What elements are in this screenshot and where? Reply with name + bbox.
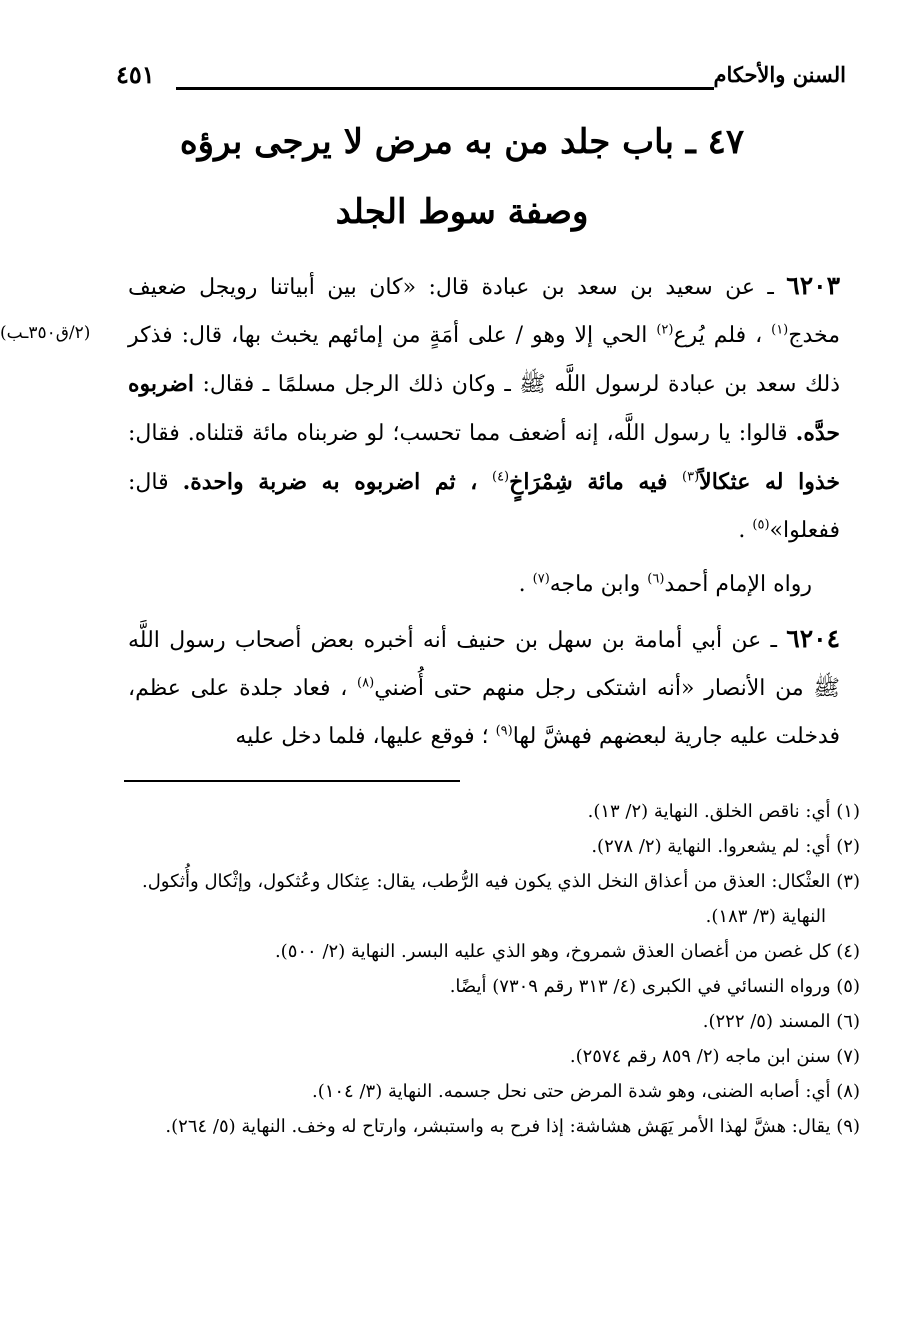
footnote: (٤) كل غصن من أغصان العذق شمروخ، وهو الذي عليه البسر. النهاية (٢/ ٥٠٠). [274,941,860,962]
footnote: (٩) يقال: هشَّ لهذا الأمر يَهَش هشاشة: إذا فرح به واستبشر، وارتاح له وخف. النهاية (٥/ ٢٦٤). [165,1116,860,1137]
text-run: وابن ماجه [549,572,648,597]
main-text [128,262,840,761]
running-header [116,62,846,92]
footnote: (٢) أي: لم يشعروا. النهاية (٢/ ٢٧٨). [591,836,860,857]
text-run: ، فعاد جلدة على عظم، فدخلت عليه جارية لبعضهم فهشَّ لها [128,676,840,749]
footnote-ref: (٣) [682,469,700,485]
text-run: قالوا: يا رسول اللَّه، إنه أضعف مما تحسب؛ لو ضربناه مائة قتلناه. فقال: [128,421,796,446]
page-number: ٤٥١ [116,60,155,89]
header-title: السنن والأحكام [713,62,846,87]
footnote-ref: (٩) [495,723,513,739]
hadith-number: ٦٢٠٣ [786,271,840,300]
header-rule [176,87,714,90]
prophet-speech: فيه مائة شِمْرَاخٍ [509,469,683,495]
text-run: ، فلم يُرع [673,323,772,348]
hadith-paragraph [128,262,840,555]
chapter-title-line1: ٤٧ ـ باب جلد من به مرض لا يرجى برؤه [179,122,745,162]
text-run: ـ عن أبي أمامة بن سهل بن حنيف أنه أخبره بعض أصحاب رسول اللَّه ﷺ من الأنصار «أنه اشتكى رجل منهم حتى أُضني [128,628,840,701]
prophet-speech: ، ثم اضربوه به ضربة واحدة. [182,469,492,495]
footnote: (٦) المسند (٥/ ٢٢٢). [702,1011,860,1032]
text-run: . [738,518,753,543]
footnote-ref: (٢) [656,322,674,338]
text-run: . [518,572,533,597]
prophet-speech: خذوا له عثكالاً [699,469,840,495]
narration-paragraph [128,561,840,609]
text-run: الحي إلا وهو / على أمَةٍ من إمائهم يخبث بها، قال: فذكر ذلك سعد بن عبادة لرسول اللَّه ﷺ ـ وكان ذلك الرجل مسلمًا ـ فقال: [128,323,840,397]
hadith-paragraph [128,615,840,761]
footnote-ref: (٥) [752,517,770,533]
footnote-ref: (٤) [491,469,510,485]
footnote-ref: (١) [771,322,789,338]
footnote: (٥) ورواه النسائي في الكبرى (٤/ ٣١٣ رقم ٧٣٠٩) أيضًا. [449,976,860,997]
text-run: ؛ فوقع عليها، فلما دخل عليه [235,724,496,749]
chapter-title-line2: وصفة سوط الجلد [335,192,589,232]
footnote: (٣) العثْكال: العذق من أعذاق النخل الذي يكون فيه الرُّطب، يقال: عِثكال وعُثكول، وإثْكال وأُثكول. النهاية (٣/ ١٨٣). [141,871,860,927]
footnote-ref: (٦) [647,571,665,587]
footnotes [128,794,860,1144]
footnote-ref: (٧) [532,571,550,587]
footnote: (١) أي: ناقص الخلق. النهاية (٢/ ١٣). [587,801,860,822]
text-run: ـ عن سعيد بن سعد بن عبادة قال: «كان بين أبياتنا رويجل ضعيف مخدج [128,275,840,348]
prophet-speech: اضربوه حدَّه. [128,371,840,446]
footnote: (٨) أي: أصابه الضنى، وهو شدة المرض حتى نحل جسمه. النهاية (٣/ ١٠٤). [311,1081,860,1102]
footnote: (٧) سنن ابن ماجه (٢/ ٨٥٩ رقم ٢٥٧٤). [569,1046,860,1067]
text-run: قال: ففعلوا» [128,470,840,543]
hadith-number: ٦٢٠٤ [786,624,840,653]
footnote-ref: (٨) [357,675,375,691]
text-run: رواه الإمام أحمد [664,572,813,597]
footnote-separator [124,780,460,782]
manuscript-margin-note: (٢/ق٣٥٠ـب) [0,323,91,343]
